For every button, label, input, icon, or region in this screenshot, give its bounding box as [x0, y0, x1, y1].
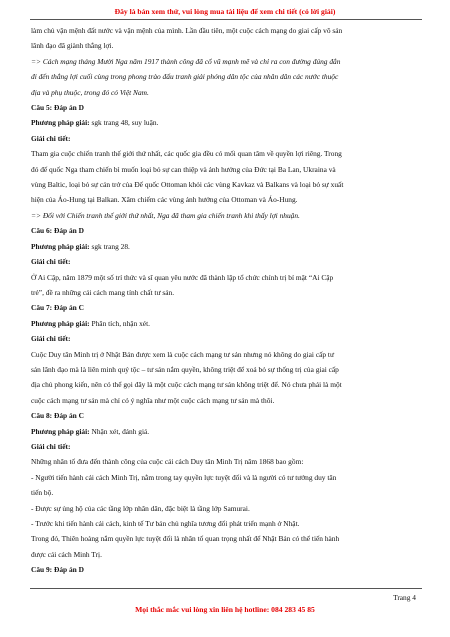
- text-line: Trong đó, Thiên hoàng nắm quyền lực tuyệt đối là nhân tố quan trọng nhất để Nhật Bản có thể tiến hành: [31, 534, 340, 544]
- text-line: địa và phụ thuộc, trong đó có Việt Nam.: [31, 87, 149, 97]
- text-line: lãnh đạo đã giành thắng lợi.: [31, 41, 114, 51]
- method-line: [31, 239, 420, 254]
- text-line: cuộc cách mạng tư sản mà chỉ có ý nghĩa như một cuộc cách mạng tư sản mà thôi.: [31, 395, 275, 405]
- text-line: vùng Baltic, loại bỏ sự cản trở của Đế quốc Ottoman khỏi các vùng Kavkaz và Balkans và loại bỏ sự xuất: [31, 180, 344, 190]
- text-line: Tham gia cuộc chiến tranh thế giới thứ nhất, các quốc gia đều có mối quan tâm về quyền lợi riêng. Trong: [31, 149, 342, 159]
- method-label: Phương pháp giải:: [31, 318, 90, 328]
- text-line: Cuộc Duy tân Minh trị ở Nhật Bản được xem là cuộc cách mạng tư sản nhưng nó không do giai cấp tư: [31, 349, 334, 359]
- method-text: sgk trang 28.: [89, 241, 130, 251]
- text-line: Ở Ai Cập, năm 1879 một số trí thức và sĩ quan yêu nước đã thành lập tổ chức chính trị bí mật “Ai Cập: [31, 272, 334, 282]
- page-number: Trang 4: [393, 593, 416, 602]
- method-label: Phương pháp giải:: [31, 426, 90, 436]
- section-heading: Giải chi tiết:: [31, 441, 71, 451]
- method-text: sgk trang 48, suy luận.: [89, 118, 159, 128]
- text-line: hiện của Áo-Hung tại Balkan. Xâm chiếm các vùng ảnh hưởng của Ottoman và Áo-Hung.: [31, 195, 298, 205]
- text-line: làm chủ vận mệnh đất nước và vận mệnh của mình. Lần đầu tiên, một cuộc cách mạng do giai cấp vô sản: [31, 26, 343, 35]
- text-line: Những nhân tố đưa đến thành công của cuộc cải cách Duy tân Minh Trị năm 1868 bao gồm:: [31, 457, 304, 467]
- method-line: [31, 115, 420, 130]
- header-divider: [30, 19, 422, 20]
- text-line: - Trước khi tiến hành cải cách, kinh tế Tư bản chủ nghĩa tương đối phát triển mạnh ở Nhật.: [31, 519, 300, 528]
- text-line: - Được sự ủng hộ của các tầng lớp nhân dân, đặc biệt là tầng lớp Samurai.: [31, 503, 250, 513]
- section-heading: Câu 6: Đáp án D: [31, 226, 84, 236]
- section-heading: Giải chi tiết:: [31, 257, 71, 267]
- section-heading: Giải chi tiết:: [31, 334, 71, 344]
- section-heading: Câu 8: Đáp án C: [31, 411, 84, 421]
- text-line: => Đối với Chiến tranh thế giới thứ nhất, Nga đã tham gia chiến tranh khi thấy lợi nhuận.: [31, 210, 300, 220]
- text-line: - Người tiến hành cải cách Minh Trị, nằm trong tay quyền lực tuyệt đối và là người có tư tưởng duy tân: [31, 472, 337, 482]
- text-line: đi đến thắng lợi cuối cùng trong phong trào đấu tranh giải phóng dân tộc của nhân dân các nước thuộc: [31, 72, 339, 82]
- method-text: Phân tích, nhận xét.: [89, 318, 150, 328]
- text-line: đó đế quốc Nga tham chiến bì muốn loại bỏ sự can thiệp và ảnh hưởng của Đức tại Ba Lan, Ukraina và: [31, 164, 336, 174]
- text-line: => Cách mạng tháng Mười Nga năm 1917 thành công đã cổ vũ mạnh mẽ và chỉ ra con đường đúng đắn: [31, 56, 341, 66]
- text-line: tiến bộ.: [31, 488, 54, 498]
- text-line: trẻ”, đề ra những cải cách mang tính chất tư sản.: [31, 287, 175, 297]
- section-heading: Giải chi tiết:: [31, 133, 71, 143]
- method-line: [31, 316, 420, 331]
- section-heading: Câu 5: Đáp án D: [31, 103, 84, 113]
- section-heading: Câu 7: Đáp án C: [31, 303, 84, 313]
- text-line: được cải cách Minh Trị.: [31, 549, 102, 559]
- hotline-footer: Mọi thắc mắc vui lòng xin liên hệ hotline: 084 283 45 85: [135, 605, 315, 614]
- method-label: Phương pháp giải:: [31, 241, 90, 251]
- method-line: [31, 424, 420, 439]
- text-line: địa chủ phong kiến, nên có thể gọi đây là một cuộc cách mạng tư sản không triệt để. Nó chưa phải là một: [31, 380, 342, 390]
- section-heading: Câu 9: Đáp án D: [31, 565, 84, 575]
- text-line: sản lãnh đạo mà là liên minh quý tộc – tư sản nắm quyền, không triệt để xoá bỏ sự thống trị của giai cấp: [31, 364, 339, 374]
- method-text: Nhận xét, đánh giá.: [89, 426, 150, 436]
- document-body: [31, 23, 420, 578]
- footer-divider: [30, 588, 422, 589]
- preview-notice-header: Đây là bản xem thử, vui lòng mua tài liệu để xem chi tiết (có lời giải): [114, 7, 336, 16]
- method-label: Phương pháp giải:: [31, 118, 90, 128]
